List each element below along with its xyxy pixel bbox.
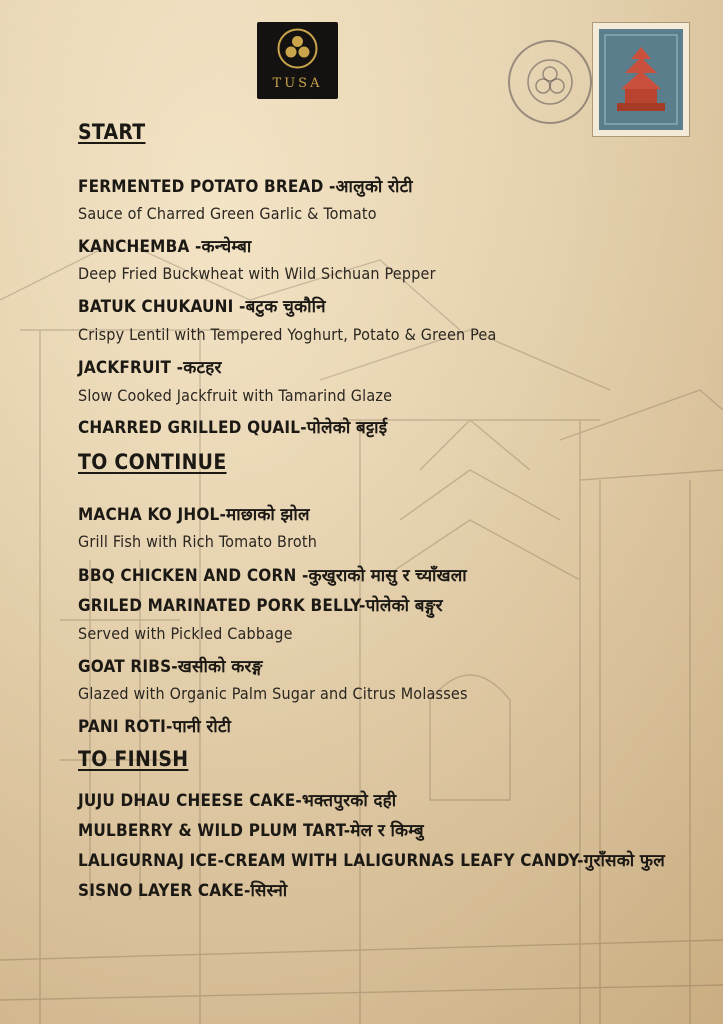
dish-description: Slow Cooked Jackfruit with Tamarind Glaze <box>78 386 393 405</box>
dish-name: GRILED MARINATED PORK BELLY-पोलेको बङ्गुर <box>78 596 443 616</box>
dish-name: JUJU DHAU CHEESE CAKE-भक्तपुरको दही <box>78 791 397 811</box>
logo-emblem-icon <box>276 27 319 70</box>
section-title-to-continue: TO CONTINUE <box>78 450 227 474</box>
dining-seal <box>508 40 592 124</box>
dish-name: BBQ CHICKEN AND CORN -कुखुराको मासु र च्याँखला <box>78 566 467 586</box>
seal-flower-icon <box>510 42 590 122</box>
dish-name: MACHA KO JHOL-माछाको झोल <box>78 505 310 525</box>
dish-description: Sauce of Charred Green Garlic & Tomato <box>78 204 377 223</box>
dish-description: Deep Fried Buckwheat with Wild Sichuan Pepper <box>78 264 436 283</box>
dish-name: BATUK CHUKAUNI -बटुक चुकौनि <box>78 297 326 317</box>
dish-name: KANCHEMBA -कन्चेम्बा <box>78 237 252 257</box>
dish-name: JACKFRUIT -कटहर <box>78 358 222 378</box>
section-title-to-finish: TO FINISH <box>78 747 189 771</box>
brand-name: TUSA <box>272 76 323 91</box>
dish-description: Served with Pickled Cabbage <box>78 624 293 643</box>
tusa-logo <box>257 22 338 99</box>
dish-name: GOAT RIBS-खसीको करङ्ग <box>78 657 263 677</box>
dish-name: LALIGURNAJ ICE-CREAM WITH LALIGURNAS LEAFY CANDY-गुराँसको फुल <box>78 851 665 871</box>
pagoda-icon <box>599 29 683 130</box>
dish-description: Crispy Lentil with Tempered Yoghurt, Potato & Green Pea <box>78 325 497 344</box>
nepal-postage-stamp <box>593 23 689 136</box>
dish-name: FERMENTED POTATO BREAD -आलुको रोटी <box>78 177 413 197</box>
dish-name: PANI ROTI-पानी रोटी <box>78 717 232 737</box>
dish-name: MULBERRY & WILD PLUM TART-मेल र किम्बु <box>78 821 424 841</box>
dish-description: Grill Fish with Rich Tomato Broth <box>78 532 318 551</box>
section-title-start: START <box>78 120 146 144</box>
dish-name: CHARRED GRILLED QUAIL-पोलेको बट्टाई <box>78 418 388 438</box>
dish-name: SISNO LAYER CAKE-सिस्नो <box>78 881 288 901</box>
dish-description: Glazed with Organic Palm Sugar and Citrus Molasses <box>78 684 468 703</box>
